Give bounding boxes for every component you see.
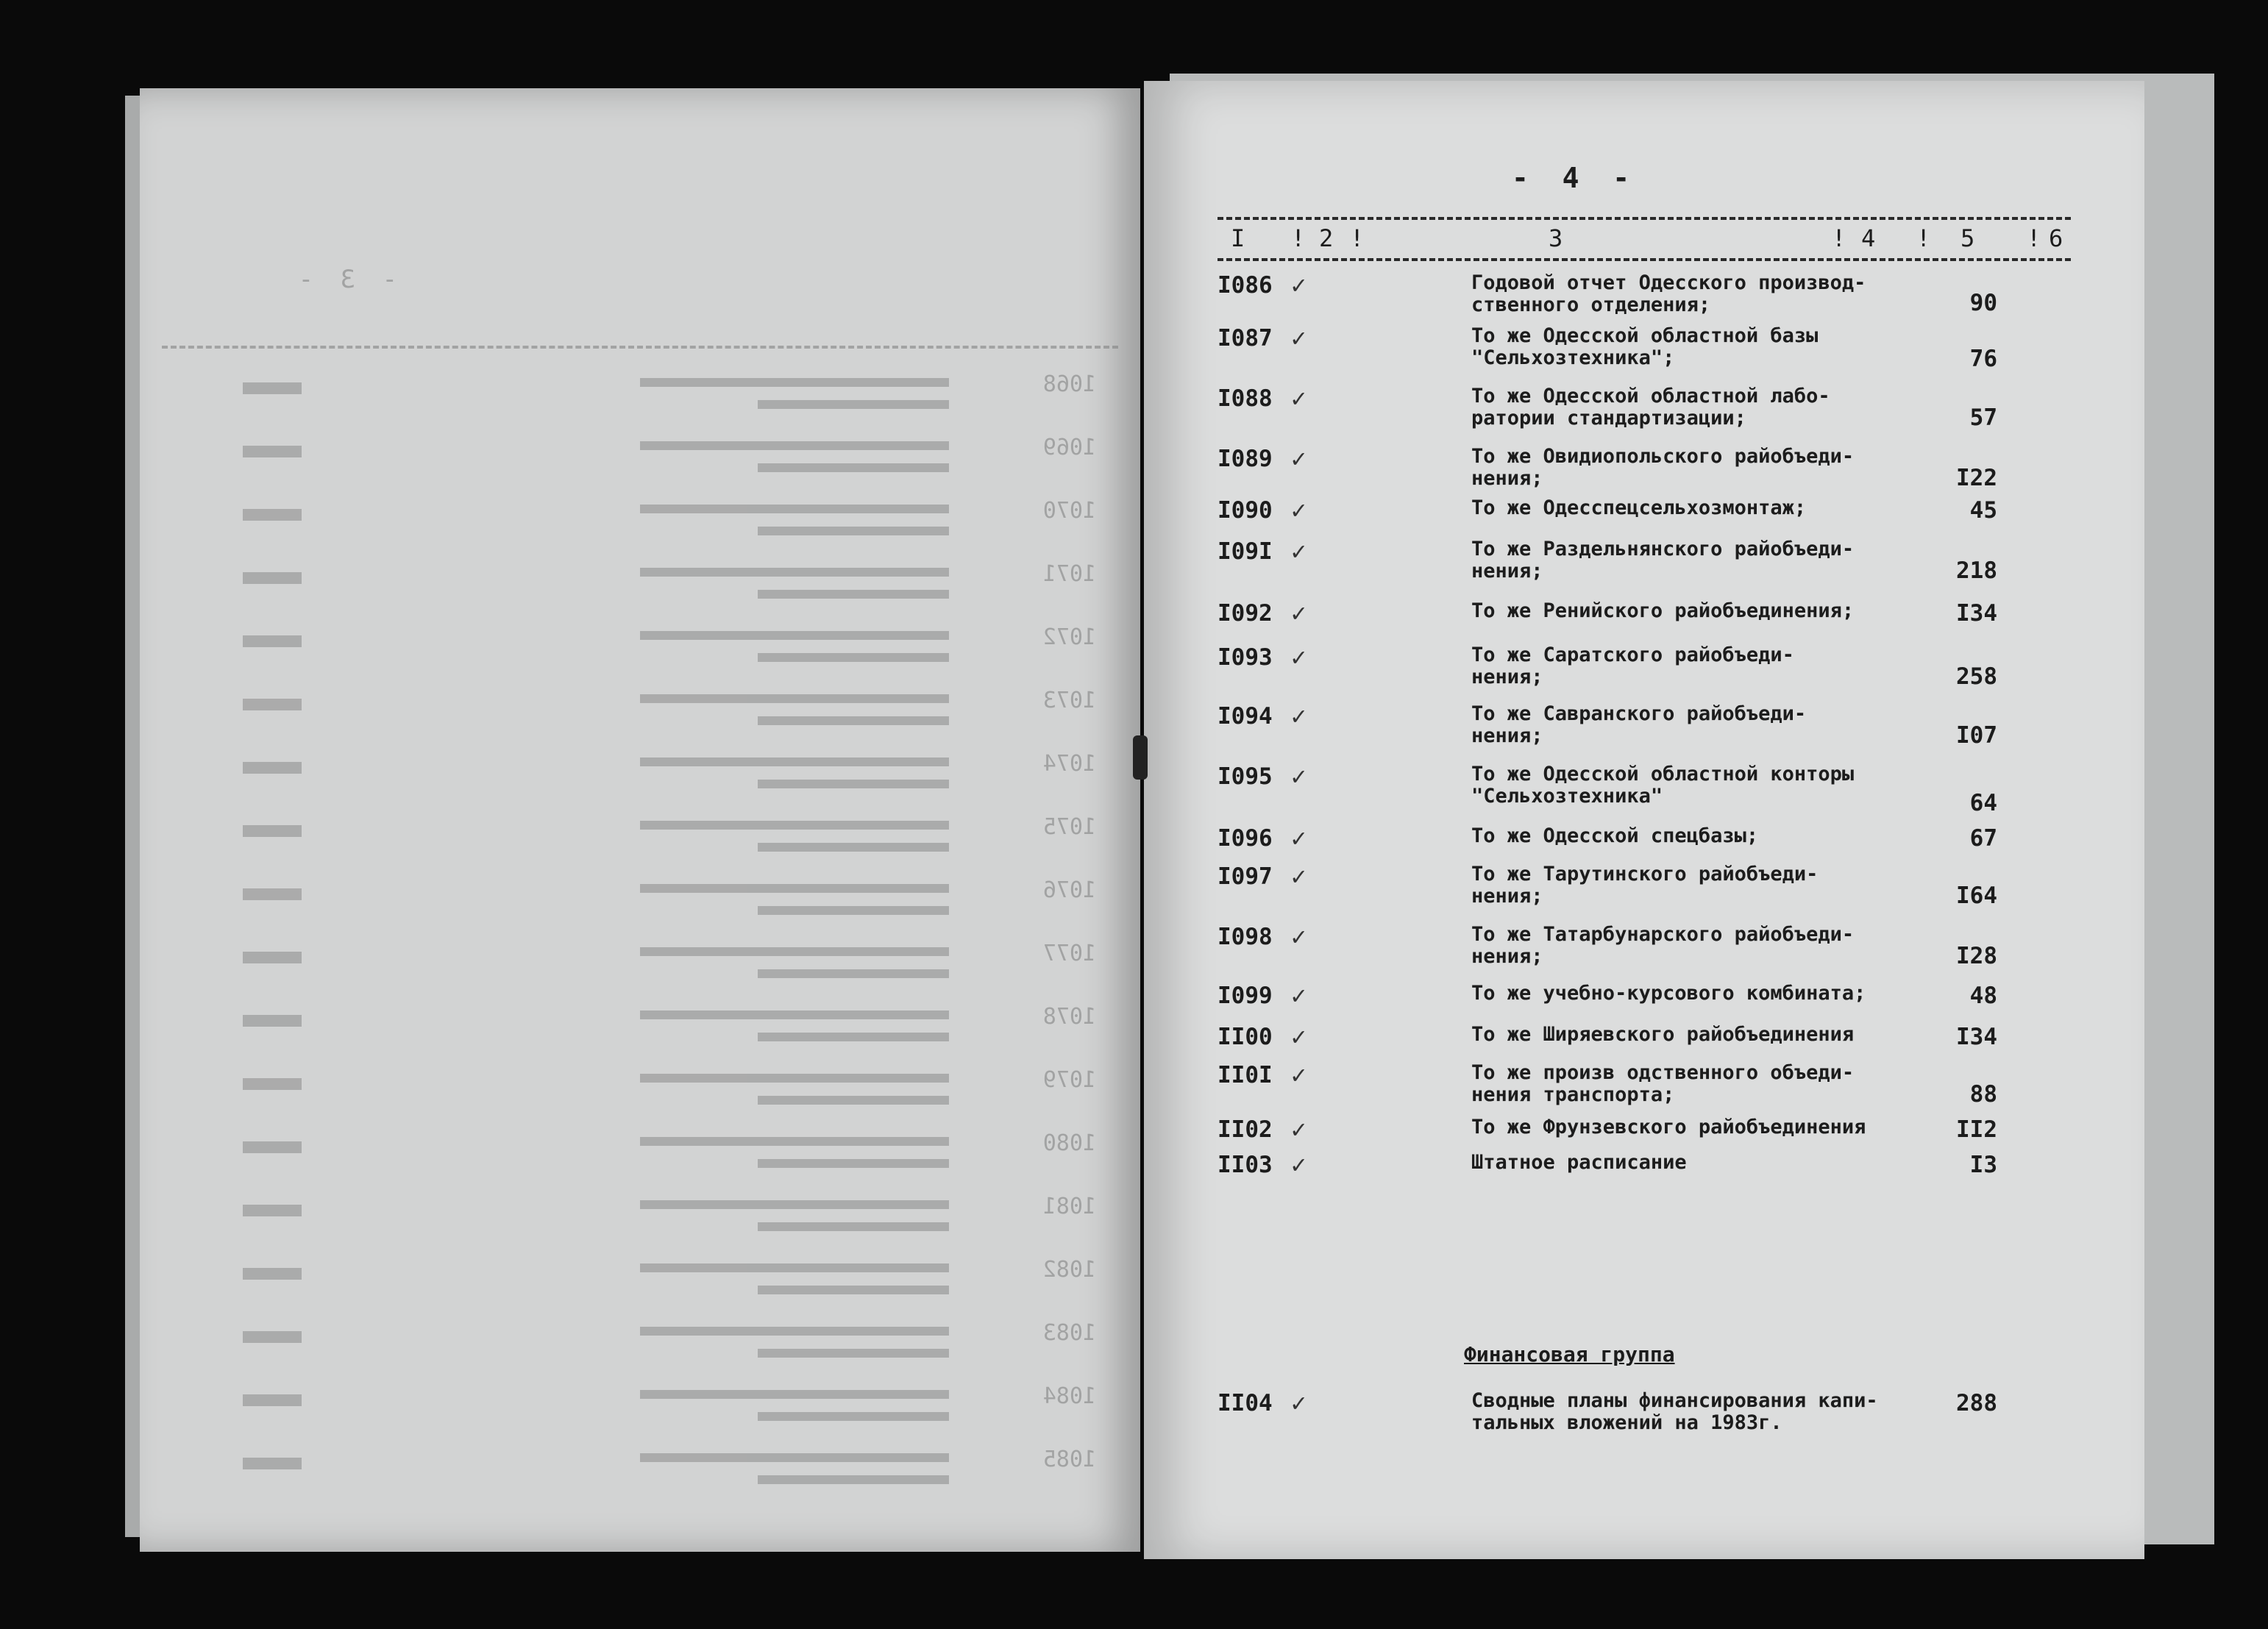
ghost-row-id: 1080 xyxy=(1042,1130,1096,1156)
ghost-text-line xyxy=(758,653,949,662)
checkmark-icon: ✓ xyxy=(1291,862,1307,891)
row-title: То же Одесской областной базы "Сельхозтехника"; xyxy=(1471,324,1819,369)
ghost-quantity xyxy=(243,1015,302,1027)
row-id: II02 xyxy=(1217,1116,1273,1143)
ghost-row xyxy=(169,747,1096,810)
checkmark-icon: ✓ xyxy=(1291,496,1307,525)
ghost-text-line xyxy=(640,505,949,513)
ghost-text-line xyxy=(640,758,949,766)
checkmark-icon: ✓ xyxy=(1291,981,1307,1010)
ghost-text-line xyxy=(640,631,949,640)
row-quantity: 57 xyxy=(1969,404,1997,431)
ghost-text-line xyxy=(758,1349,949,1358)
checkmark-icon: ✓ xyxy=(1291,762,1307,791)
ghost-row xyxy=(169,557,1096,621)
ghost-row xyxy=(169,494,1096,557)
row-title: То же Савранского райобъеди- нения; xyxy=(1471,702,1807,747)
ghost-text-line xyxy=(758,780,949,788)
ghost-row xyxy=(169,1316,1096,1380)
ghost-text-line xyxy=(640,378,949,387)
ghost-quantity xyxy=(243,635,302,647)
left-page-rows xyxy=(169,368,1096,1506)
ghost-quantity xyxy=(243,1078,302,1090)
ghost-quantity xyxy=(243,1458,302,1469)
row-title: То же Саратского райобъеди- нения; xyxy=(1471,644,1794,688)
ghost-row xyxy=(169,368,1096,431)
ghost-quantity xyxy=(243,888,302,900)
checkmark-icon: ✓ xyxy=(1291,1061,1307,1090)
ghost-text-line xyxy=(758,527,949,535)
row-quantity: I28 xyxy=(1956,943,1997,969)
row-quantity: I07 xyxy=(1956,722,1997,749)
checkmark-icon: ✓ xyxy=(1291,643,1307,672)
row-quantity: I34 xyxy=(1956,1024,1997,1050)
ghost-row-id: 1068 xyxy=(1042,371,1096,397)
row-quantity: 67 xyxy=(1969,825,1997,852)
checkmark-icon: ✓ xyxy=(1291,922,1307,952)
ghost-text-line xyxy=(640,694,949,703)
ghost-text-line xyxy=(758,1222,949,1231)
ghost-row-id: 1078 xyxy=(1042,1004,1096,1030)
ghost-text-line xyxy=(640,1453,949,1462)
checkmark-icon: ✓ xyxy=(1291,599,1307,628)
checkmark-icon: ✓ xyxy=(1291,1115,1307,1144)
row-quantity: I22 xyxy=(1956,465,1997,491)
row-title: То же Овидиопольского райобъеди- нения; xyxy=(1471,445,1855,490)
ghost-quantity xyxy=(243,382,302,394)
ghost-row-id: 1076 xyxy=(1042,877,1096,903)
row-id: II00 xyxy=(1217,1024,1273,1050)
ghost-row xyxy=(169,1063,1096,1127)
row-id: I090 xyxy=(1217,497,1273,524)
row-quantity: I3 xyxy=(1969,1152,1997,1178)
ghost-row xyxy=(169,1253,1096,1316)
checkmark-icon: ✓ xyxy=(1291,824,1307,853)
row-title: То же Одесской областной лабо- ратории стандартизации; xyxy=(1471,385,1830,429)
ghost-row-id: 1074 xyxy=(1042,751,1096,777)
column-separator: ! xyxy=(2027,224,2041,252)
ghost-row-id: 1082 xyxy=(1042,1257,1096,1283)
row-id: I087 xyxy=(1217,325,1273,352)
ghost-row xyxy=(169,1380,1096,1443)
row-id: II04 xyxy=(1217,1390,1273,1416)
row-title: То же Тарутинского райобъеди- нения; xyxy=(1471,863,1819,908)
ghost-text-line xyxy=(758,716,949,725)
row-title: То же Татарбунарского райобъеди- нения; xyxy=(1471,923,1855,968)
ghost-row-id: 1069 xyxy=(1042,435,1096,460)
ghost-text-line xyxy=(758,1159,949,1168)
column-6-label: 6 xyxy=(2049,224,2063,252)
ghost-text-line xyxy=(640,1074,949,1083)
ghost-row-id: 1077 xyxy=(1042,941,1096,966)
ghost-row-id: 1071 xyxy=(1042,561,1096,587)
ghost-text-line xyxy=(640,947,949,956)
ghost-text-line xyxy=(758,1096,949,1105)
ghost-text-line xyxy=(758,843,949,852)
ghost-row-id: 1081 xyxy=(1042,1194,1096,1219)
row-title: То же Одесской областной конторы "Сельхозтехника" xyxy=(1471,763,1855,808)
checkmark-icon: ✓ xyxy=(1291,1389,1307,1418)
left-page xyxy=(140,88,1140,1552)
row-title: То же Одесской спецбазы; xyxy=(1471,824,1759,847)
column-4-label: 4 xyxy=(1861,224,1876,252)
row-title: Штатное расписание xyxy=(1471,1151,1687,1174)
ghost-text-line xyxy=(640,1200,949,1209)
ghost-row-id: 1083 xyxy=(1042,1320,1096,1346)
ghost-quantity xyxy=(243,825,302,837)
ghost-text-line xyxy=(758,1286,949,1294)
row-id: I096 xyxy=(1217,825,1273,852)
ghost-text-line xyxy=(758,463,949,472)
right-page xyxy=(1144,81,2144,1559)
row-quantity: 76 xyxy=(1969,346,1997,372)
ghost-quantity xyxy=(243,446,302,457)
section-title: Финансовая группа xyxy=(1464,1342,1675,1366)
ghost-text-line xyxy=(640,441,949,450)
row-title: То же Ренийского райобъединения; xyxy=(1471,599,1855,622)
ghost-text-line xyxy=(758,1412,949,1421)
ghost-quantity xyxy=(243,572,302,584)
row-id: I09I xyxy=(1217,538,1273,565)
checkmark-icon: ✓ xyxy=(1291,324,1307,353)
ghost-text-line xyxy=(640,1390,949,1399)
page-number: - 4 - xyxy=(1512,162,1630,194)
left-page-bleedthrough xyxy=(140,88,1140,1552)
ghost-row xyxy=(169,874,1096,937)
ghost-text-line xyxy=(758,400,949,409)
checkmark-icon: ✓ xyxy=(1291,384,1307,413)
left-page-header-rule xyxy=(162,338,1118,349)
row-quantity: 258 xyxy=(1956,663,1997,690)
ghost-text-line xyxy=(640,1137,949,1146)
ghost-quantity xyxy=(243,1205,302,1216)
row-title: То же произв одственного объеди- нения транспорта; xyxy=(1471,1061,1855,1106)
ghost-text-line xyxy=(640,1327,949,1336)
row-quantity: 288 xyxy=(1956,1390,1997,1416)
ghost-row xyxy=(169,431,1096,494)
ghost-text-line xyxy=(640,1010,949,1019)
row-quantity: 90 xyxy=(1969,290,1997,316)
ghost-row xyxy=(169,1000,1096,1063)
row-id: II03 xyxy=(1217,1152,1273,1178)
ghost-quantity xyxy=(243,762,302,774)
ghost-text-line xyxy=(758,1033,949,1041)
row-quantity: 88 xyxy=(1969,1081,1997,1108)
row-id: I093 xyxy=(1217,644,1273,671)
ghost-row-id: 1079 xyxy=(1042,1067,1096,1093)
ghost-text-line xyxy=(640,821,949,830)
ghost-text-line xyxy=(640,1263,949,1272)
row-title: То же Раздельнянского райобъеди- нения; xyxy=(1471,538,1855,582)
row-quantity: 218 xyxy=(1956,557,1997,584)
column-3-label: 3 xyxy=(1549,224,1563,252)
row-title: То же Фрунзевского райобъединения xyxy=(1471,1116,1866,1138)
column-separator: ! xyxy=(1350,224,1365,252)
ghost-text-line xyxy=(758,1475,949,1484)
ghost-row xyxy=(169,810,1096,874)
ghost-row-id: 1072 xyxy=(1042,624,1096,650)
ghost-row xyxy=(169,1190,1096,1253)
row-title: Сводные планы финансирования капи- тальных вложений на 1983г. xyxy=(1471,1389,1878,1434)
ghost-text-line xyxy=(640,884,949,893)
ghost-quantity xyxy=(243,1141,302,1153)
row-quantity: 45 xyxy=(1969,497,1997,524)
ghost-quantity xyxy=(243,952,302,963)
ghost-quantity xyxy=(243,1268,302,1280)
ghost-text-line xyxy=(758,906,949,915)
ghost-row xyxy=(169,621,1096,684)
checkmark-icon: ✓ xyxy=(1291,1150,1307,1180)
ghost-text-line xyxy=(640,568,949,577)
ghost-row xyxy=(169,937,1096,1000)
row-quantity: 64 xyxy=(1969,790,1997,816)
checkmark-icon: ✓ xyxy=(1291,1022,1307,1052)
ghost-row-id: 1073 xyxy=(1042,688,1096,713)
row-id: I086 xyxy=(1217,272,1273,299)
column-header xyxy=(1217,217,2071,261)
ghost-row xyxy=(169,684,1096,747)
checkmark-icon: ✓ xyxy=(1291,537,1307,566)
column-2-label: 2 xyxy=(1319,224,1334,252)
checkmark-icon: ✓ xyxy=(1291,271,1307,300)
ghost-row-id: 1084 xyxy=(1042,1383,1096,1409)
row-id: II0I xyxy=(1217,1062,1273,1088)
ghost-text-line xyxy=(758,590,949,599)
ghost-row xyxy=(169,1127,1096,1190)
row-id: I092 xyxy=(1217,600,1273,627)
ghost-quantity xyxy=(243,1394,302,1406)
row-id: I098 xyxy=(1217,924,1273,950)
left-page-number: - 3 - xyxy=(292,265,397,294)
checkmark-icon: ✓ xyxy=(1291,702,1307,731)
row-title: То же Одесспецсельхозмонтаж; xyxy=(1471,496,1807,519)
row-id: I097 xyxy=(1217,863,1273,890)
ghost-quantity xyxy=(243,1331,302,1343)
checkmark-icon: ✓ xyxy=(1291,444,1307,474)
row-title: То же учебно-курсового комбината; xyxy=(1471,982,1866,1005)
row-id: I089 xyxy=(1217,446,1273,472)
row-title: Годовой отчет Одесского производ- ственного отделения; xyxy=(1471,271,1866,316)
ghost-row xyxy=(169,1443,1096,1506)
ghost-text-line xyxy=(758,969,949,978)
row-quantity: I64 xyxy=(1956,883,1997,909)
row-id: I095 xyxy=(1217,763,1273,790)
ghost-row-id: 1085 xyxy=(1042,1447,1096,1472)
row-quantity: 48 xyxy=(1969,983,1997,1009)
binding-thread xyxy=(1133,735,1148,780)
column-1-label: I xyxy=(1231,224,1245,252)
row-id: I094 xyxy=(1217,703,1273,730)
row-title: То же Ширяевского райобъединения xyxy=(1471,1023,1855,1046)
ghost-row-id: 1070 xyxy=(1042,498,1096,524)
ghost-row-id: 1075 xyxy=(1042,814,1096,840)
row-id: I088 xyxy=(1217,385,1273,412)
ghost-quantity xyxy=(243,699,302,710)
column-separator: ! xyxy=(1291,224,1306,252)
column-separator: ! xyxy=(1832,224,1846,252)
row-quantity: II2 xyxy=(1956,1116,1997,1143)
row-quantity: I34 xyxy=(1956,600,1997,627)
ghost-quantity xyxy=(243,509,302,521)
column-5-label: 5 xyxy=(1960,224,1975,252)
column-separator: ! xyxy=(1916,224,1931,252)
row-id: I099 xyxy=(1217,983,1273,1009)
